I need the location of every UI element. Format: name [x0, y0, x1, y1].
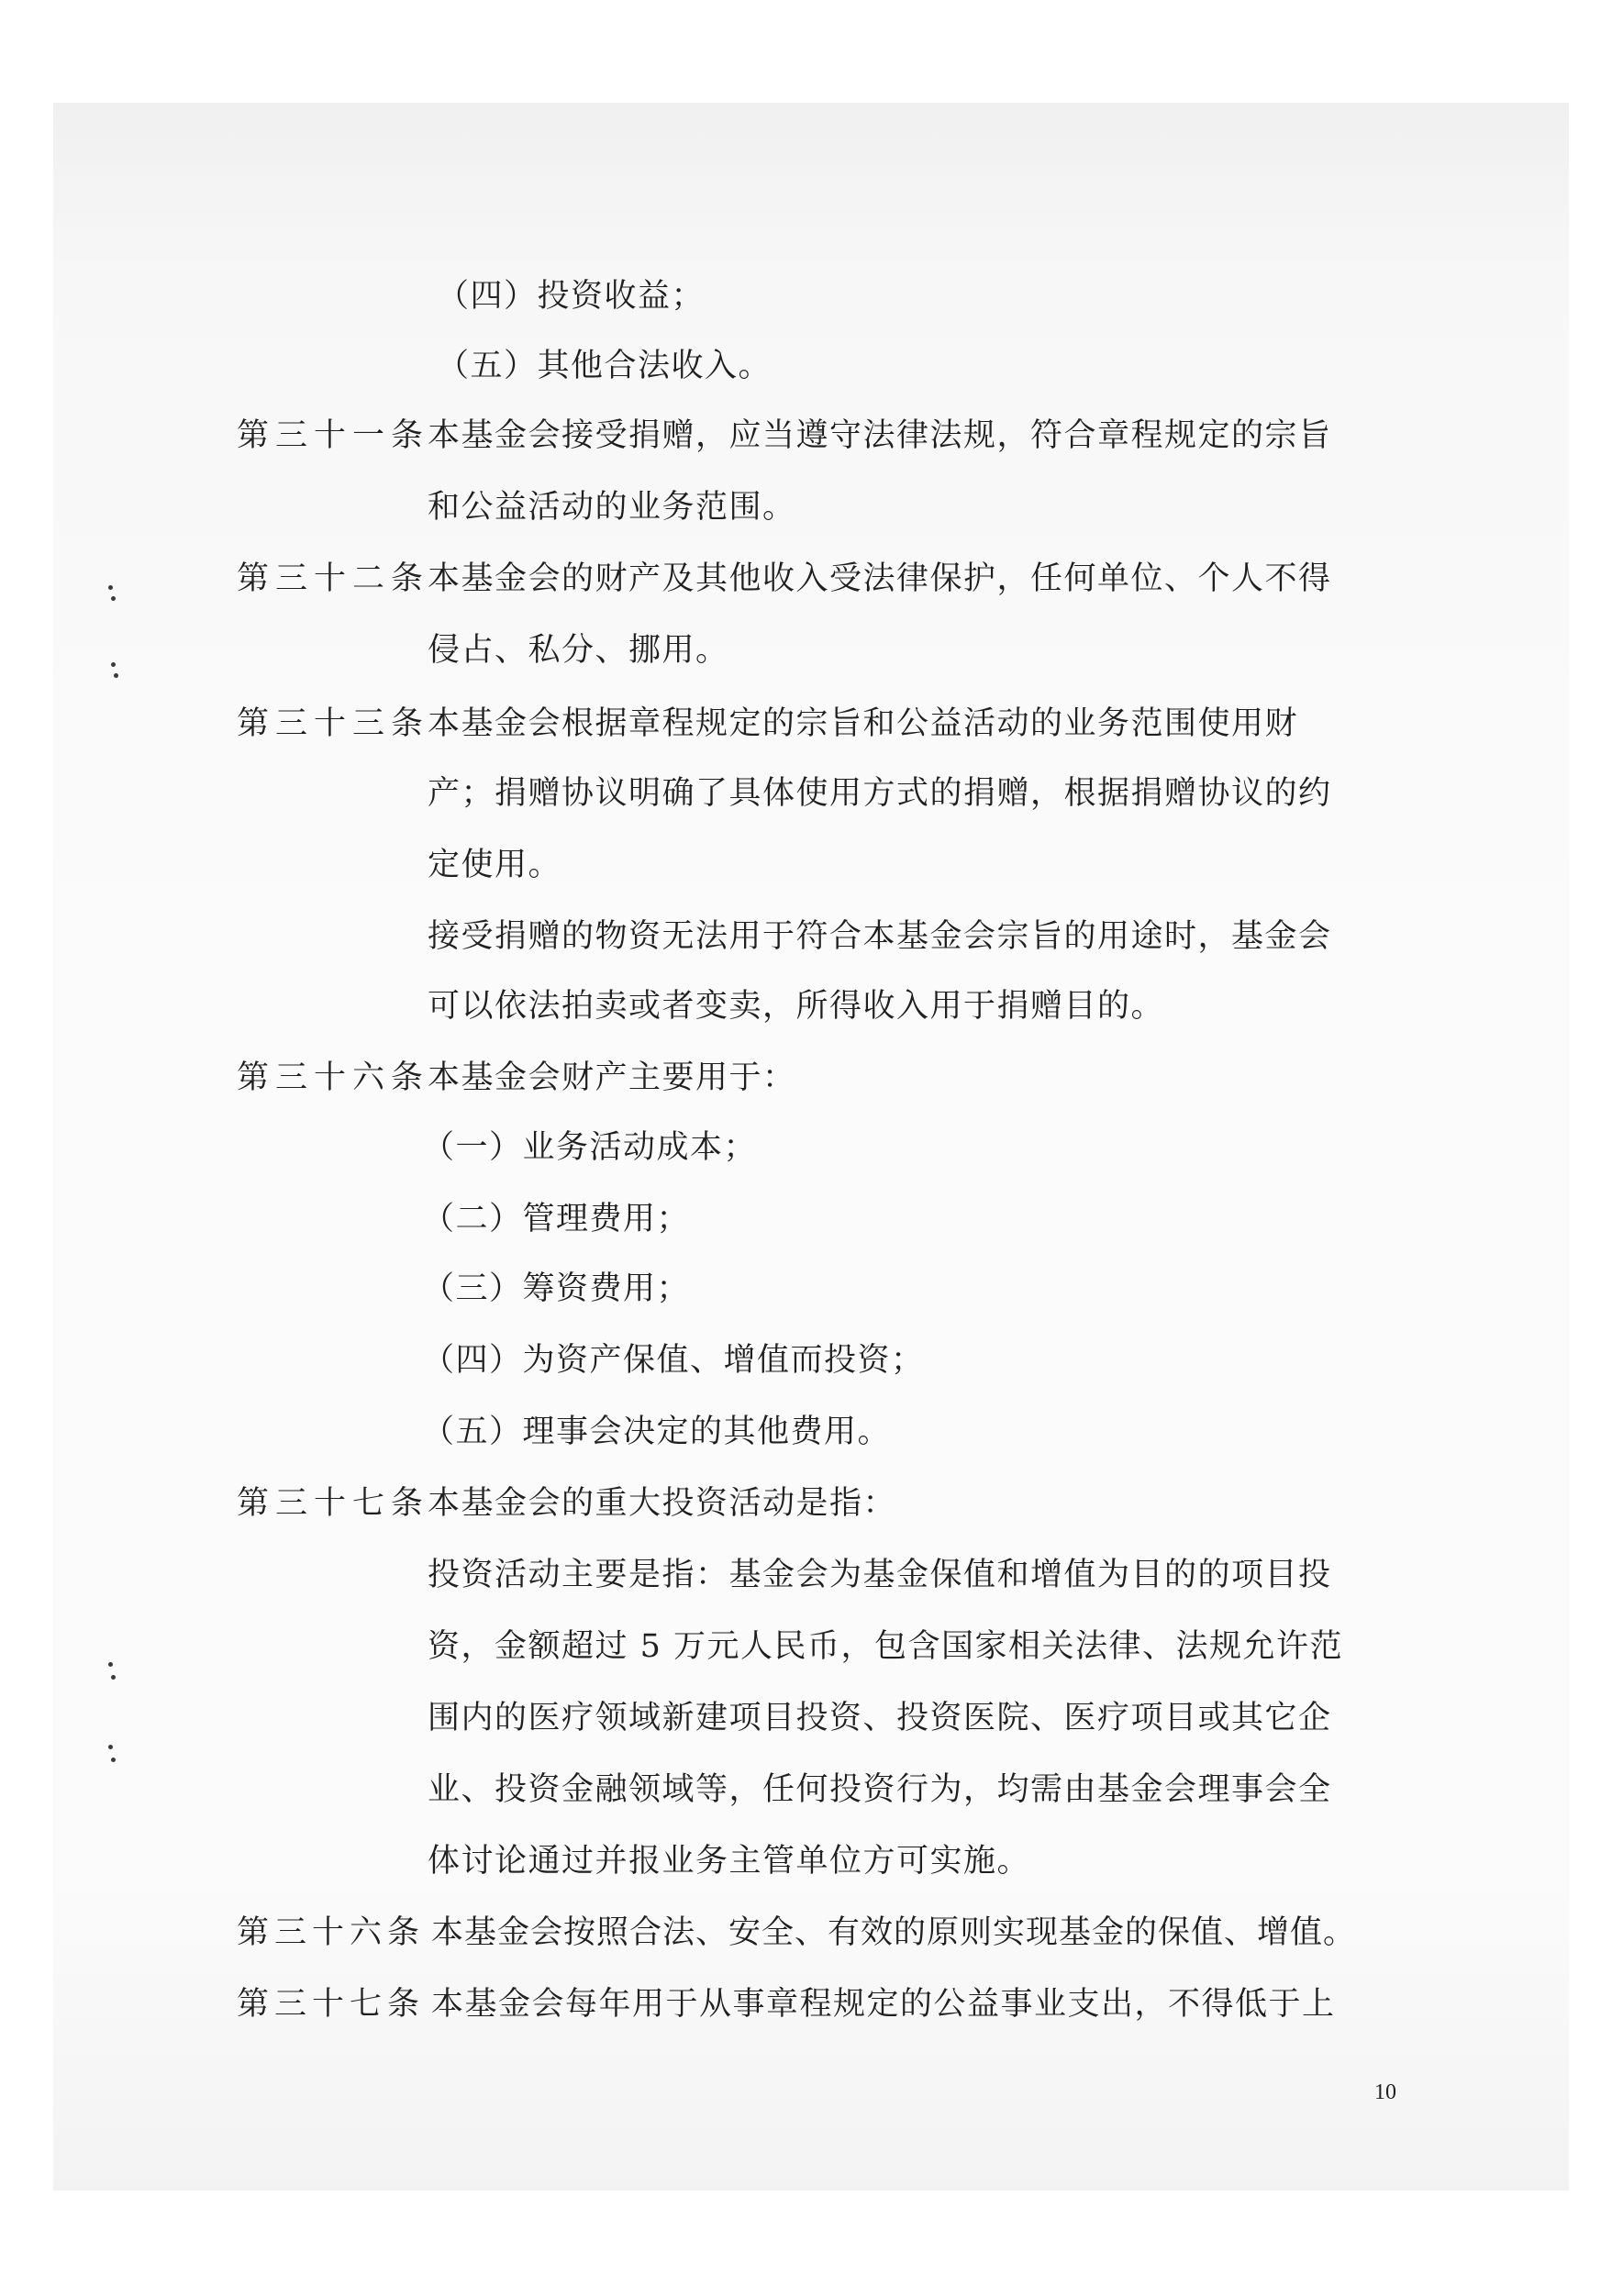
article-label: 第三十三条 [237, 705, 430, 742]
article-text: 资，金额超过 5 万元人民币，包含国家相关法律、法规允许范 [428, 1628, 1344, 1665]
article-text: 投资活动主要是指：基金会为基金保值和增值为目的的项目投 [428, 1557, 1332, 1593]
binding-mark [108, 1745, 113, 1749]
article-text: 本基金会按照合法、安全、有效的原则实现基金的保值、增值。 [431, 1914, 1357, 1951]
list-item: （五）理事会决定的其他费用。 [422, 1414, 892, 1450]
article-text: 本基金会每年用于从事章程规定的公益事业支出，不得低于上 [431, 1986, 1336, 2023]
list-item: （四）为资产保值、增值而投资； [422, 1342, 925, 1379]
article-text: 本基金会的财产及其他收入受法律保护，任何单位、个人不得 [428, 560, 1332, 597]
article-label: 第三十七条 [237, 1986, 426, 2023]
binding-mark [114, 673, 118, 678]
article-text: 可以依法拍卖或者变卖，所得收入用于捐赠目的。 [428, 988, 1165, 1025]
article-text: 本基金会根据章程规定的宗旨和公益活动的业务范围使用财 [428, 705, 1299, 742]
article-text: 和公益活动的业务范围。 [428, 489, 796, 526]
binding-mark [111, 1758, 116, 1762]
article-label: 第三十六条 [237, 1914, 426, 1951]
article-text: 体讨论通过并报业务主管单位方可实施。 [428, 1843, 1031, 1880]
article-label: 第三十七条 [237, 1485, 430, 1522]
article-label: 第三十一条 [237, 417, 430, 454]
binding-mark [108, 585, 113, 590]
article-text: 定使用。 [428, 847, 562, 883]
article-text: 本基金会的重大投资活动是指： [428, 1485, 897, 1522]
list-item: （二）管理费用； [422, 1201, 691, 1237]
binding-mark [111, 596, 116, 601]
page-number: 10 [1374, 2080, 1396, 2104]
article-text: 接受捐赠的物资无法用于符合本基金会宗旨的用途时，基金会 [428, 918, 1332, 955]
list-item: （五）其他合法收入。 [437, 348, 773, 384]
list-item: （三）筹资费用； [422, 1270, 691, 1307]
article-label: 第三十二条 [237, 560, 430, 597]
article-text: 围内的医疗领域新建项目投资、投资医院、医疗项目或其它企 [428, 1700, 1332, 1736]
article-text: 业、投资金融领域等，任何投资行为，均需由基金会理事会全 [428, 1771, 1332, 1808]
list-item: （一）业务活动成本； [422, 1129, 758, 1166]
list-item: （四）投资收益； [437, 278, 706, 315]
binding-mark [111, 1675, 116, 1680]
article-text: 侵占、私分、挪用。 [428, 632, 729, 669]
article-text: 本基金会接受捐赠，应当遵守法律法规，符合章程规定的宗旨 [428, 417, 1332, 454]
binding-mark [108, 1662, 113, 1667]
article-text: 本基金会财产主要用于： [428, 1059, 796, 1096]
article-text: 产；捐赠协议明确了具体使用方式的捐赠，根据捐赠协议的约 [428, 775, 1332, 812]
article-label: 第三十六条 [237, 1059, 430, 1096]
binding-mark [111, 662, 116, 667]
